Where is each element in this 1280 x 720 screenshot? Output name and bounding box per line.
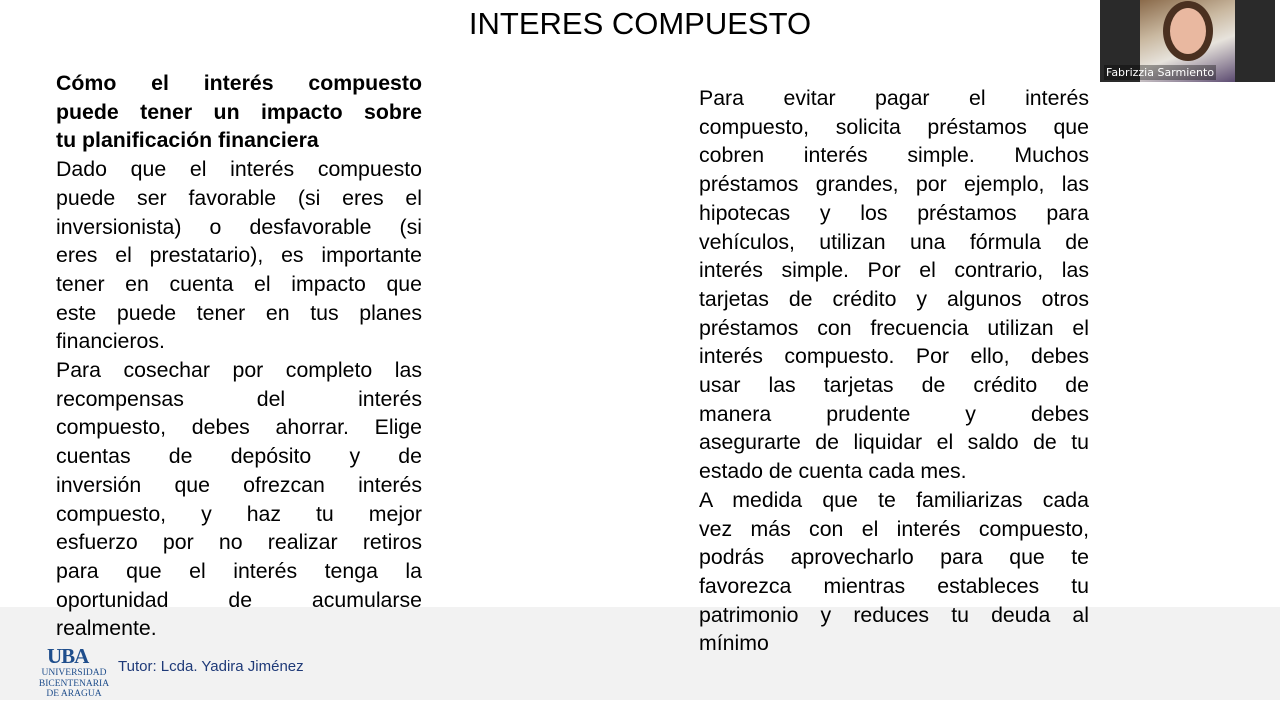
text-line: mínimo [699,631,769,656]
left-paragraph-2 [56,356,422,643]
text-line: A medida que te familiarizas cada [699,487,1089,512]
text-line: manera prudente y debes [699,401,1089,426]
text-line: préstamos con frecuencia utilizan el [699,315,1089,340]
text-line: financieros. [56,329,165,354]
left-column [56,69,422,643]
logo-subtitle [33,668,115,700]
text-line: compuesto, debes ahorrar. Elige [56,415,422,440]
text-line: interés compuesto. Por ello, debes [699,344,1089,369]
text-line: realmente. [56,616,157,641]
text-line: oportunidad de acumularse [56,587,422,612]
university-logo [33,645,115,699]
participant-name: Fabrizzia Sarmiento [1106,66,1215,79]
text-line: Dado que el interés compuesto [56,157,422,182]
text-line: Cómo el interés compuesto [56,71,422,95]
text-line: inversión que ofrezcan interés [56,472,422,497]
text-line: vez más con el interés compuesto, [699,516,1089,541]
right-paragraph-1 [699,84,1089,486]
text-line: usar las tarjetas de crédito de [699,373,1089,398]
text-line: interés simple. Por el contrario, las [699,258,1089,283]
text-line: puede ser favorable (si eres el [56,185,422,210]
participant-face [1170,8,1206,54]
text-line: eres el prestatario), es importante [56,243,422,268]
text-line: cobren interés simple. Muchos [699,143,1089,168]
slide-title: INTERES COMPUESTO [468,6,812,41]
text-line: inversionista) o desfavorable (si [56,214,422,239]
text-line: Para cosechar por completo las [56,358,422,383]
text-line: préstamos grandes, por ejemplo, las [699,172,1089,197]
text-line: tu planificación financiera [56,128,319,153]
text-line: cuentas de depósito y de [56,444,422,469]
text-line: tener en cuenta el impacto que [56,271,422,296]
text-line: Para evitar pagar el interés [699,86,1089,110]
logo-mark: UBA [47,644,89,668]
text-line: compuesto, y haz tu mejor [56,501,422,526]
text-line: favorezca mientras estableces tu [699,573,1089,598]
text-line: vehículos, utilizan una fórmula de [699,229,1089,254]
left-paragraph-1 [56,155,422,356]
text-line: patrimonio y reduces tu deuda al [699,602,1089,627]
text-line: hipotecas y los préstamos para [699,200,1089,225]
left-heading [56,69,422,155]
text-line: podrás aprovecharlo para que te [699,545,1089,570]
webcam-thumbnail[interactable] [1100,0,1275,82]
text-line: estado de cuenta cada mes. [699,459,967,484]
text-line: asegurarte de liquidar el saldo de tu [699,430,1089,455]
right-paragraph-2 [699,486,1089,658]
text-line: recompensas del interés [56,386,422,411]
logo-line: BICENTENARIA [38,678,110,689]
text-line: puede tener un impacto sobre [56,99,422,124]
logo-line: UNIVERSIDAD [41,668,107,678]
text-line: tarjetas de crédito y algunos otros [699,286,1089,311]
right-column [699,84,1089,658]
text-line: esfuerzo por no realizar retiros [56,530,422,555]
text-line: para que el interés tenga la [56,558,422,583]
text-line: este puede tener en tus planes [56,300,422,325]
logo-line: DE ARAGUA [46,689,102,699]
text-line: compuesto, solicita préstamos que [699,114,1089,139]
tutor-label: Tutor: Lcda. Yadira Jiménez [118,658,304,675]
